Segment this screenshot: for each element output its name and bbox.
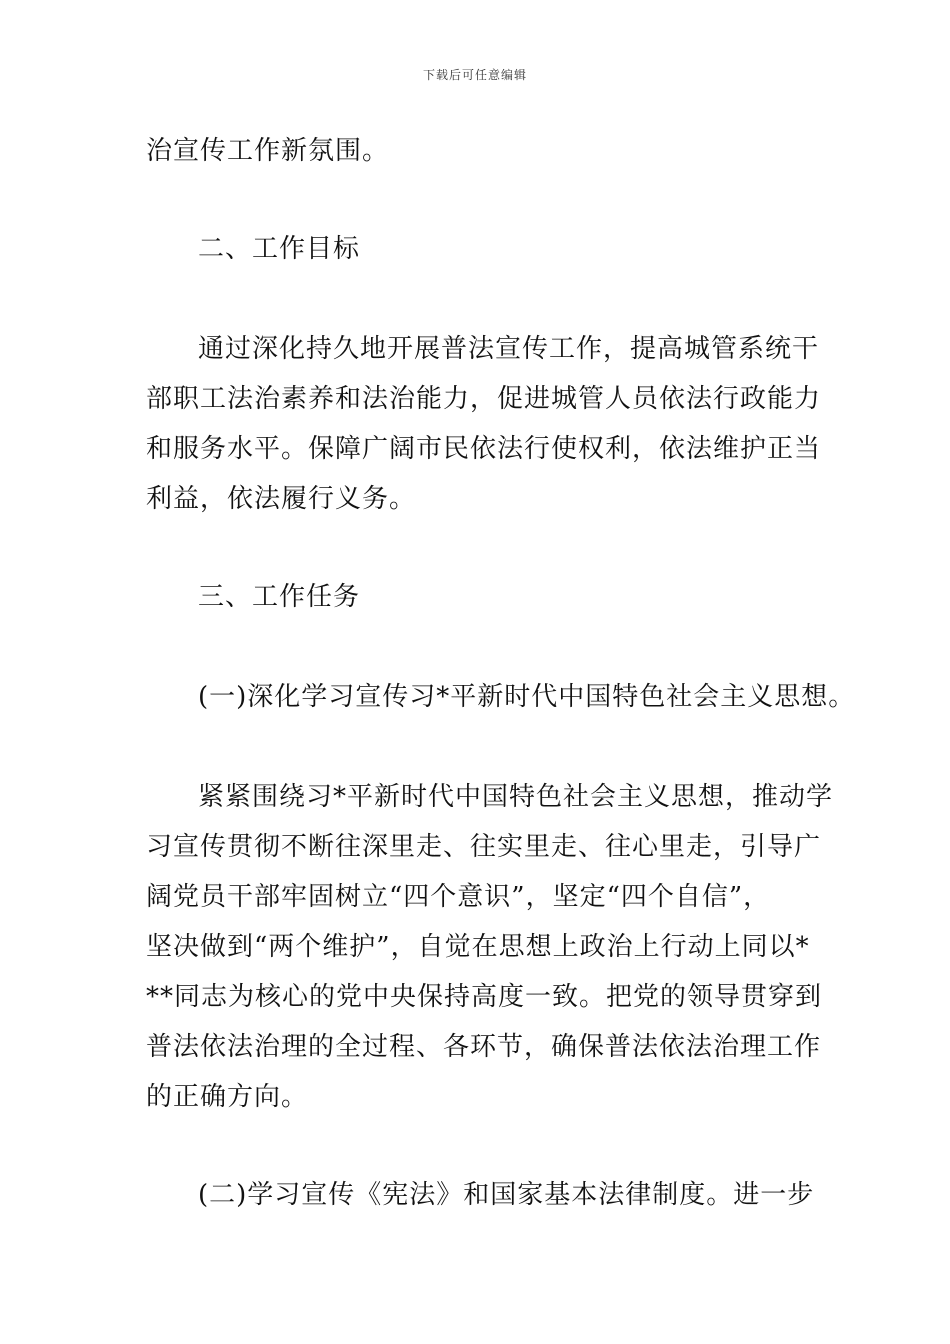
text-line: 的正确方向。 xyxy=(146,1082,309,1112)
text-line: 部职工法治素养和法治能力，促进城管人员依法行政能力 xyxy=(146,384,822,414)
subheading-text: (二)学习宣传《宪法》和国家基本法律制度。进一步 xyxy=(198,1180,815,1210)
section-heading-goals xyxy=(146,224,878,274)
text-line: 利益，依法履行义务。 xyxy=(146,484,417,514)
paragraph-continuation xyxy=(146,126,826,176)
text-line: 紧紧围绕习*平新时代中国特色社会主义思想，推动学 xyxy=(198,782,834,812)
subheading-two xyxy=(146,1170,878,1220)
text-line: 和服务水平。保障广阔市民依法行使权利，依法维护正当 xyxy=(146,434,822,464)
text-line: 治宣传工作新氛围。 xyxy=(146,136,390,166)
heading-text: 三、工作任务 xyxy=(198,582,361,612)
subheading-one xyxy=(146,672,878,722)
text-line: **同志为核心的党中央保持高度一致。把党的领导贯穿到 xyxy=(146,982,823,1012)
heading-text: 二、工作目标 xyxy=(198,234,361,264)
text-line: 阔党员干部牢固树立“四个意识”，坚定“四个自信”， xyxy=(146,882,771,912)
paragraph-task-one xyxy=(146,772,834,1122)
section-heading-tasks xyxy=(146,572,878,622)
page-header-note: 下载后可任意编辑 xyxy=(422,68,527,82)
text-line: 普法依法治理的全过程、各环节，确保普法依法治理工作 xyxy=(146,1032,822,1062)
subheading-text: (一)深化学习宣传习*平新时代中国特色社会主义思想。 xyxy=(198,682,856,712)
text-line: 习宣传贯彻不断往深里走、往实里走、往心里走，引导广 xyxy=(146,832,822,862)
text-line: 通过深化持久地开展普法宣传工作，提高城管系统干 xyxy=(198,334,820,364)
text-line: 坚决做到“两个维护”，自觉在思想上政治上行动上同以* xyxy=(146,932,810,962)
paragraph-goals xyxy=(146,324,826,524)
